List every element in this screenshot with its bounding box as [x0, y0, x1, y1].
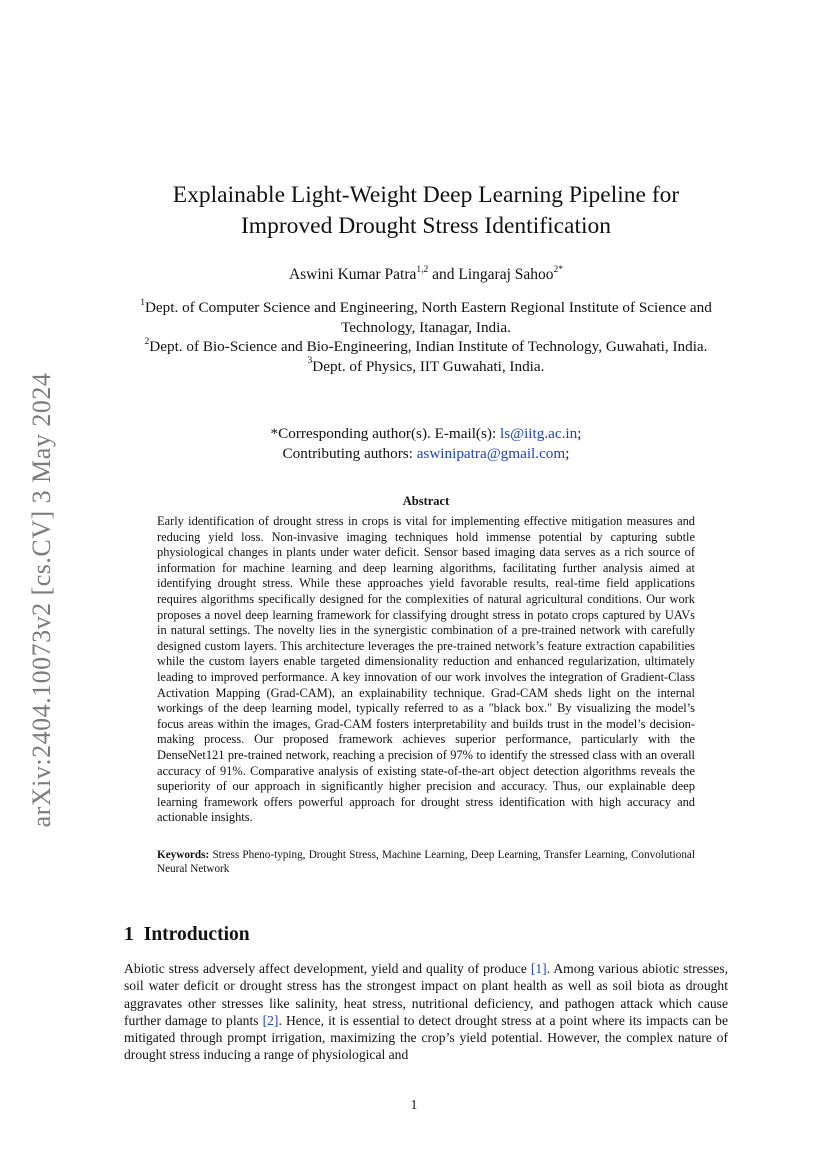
arxiv-identifier: arXiv:2404.10073v2 [cs.CV] 3 May 2024 [27, 372, 56, 828]
author-2-sup: 2* [553, 264, 564, 275]
section-number: 1 [124, 924, 134, 945]
section-heading-introduction [124, 924, 250, 946]
correspondence [124, 424, 728, 463]
author-list [124, 266, 728, 284]
paper-title [124, 180, 728, 242]
introduction-paragraph [124, 960, 728, 1064]
affiliation-3-sup: 3 [307, 356, 313, 367]
affiliations [124, 298, 728, 376]
keywords-label: Keywords: [157, 849, 210, 861]
author-2-name: Lingaraj Sahoo [458, 266, 554, 283]
contributing-end: ; [565, 444, 570, 462]
corresponding-end: ; [577, 425, 582, 442]
title-line-1: Explainable Light-Weight Deep Learning Pipeline for [172, 182, 680, 208]
affiliation-2-sup: 2 [144, 336, 150, 347]
section-title: Introduction [143, 924, 250, 945]
affiliation-3-text: Dept. of Physics, IIT Guwahati, India. [312, 357, 545, 375]
corresponding-email-link[interactable]: ls@iitg.ac.in [499, 425, 578, 442]
citation-2-link[interactable]: [2] [262, 1012, 279, 1028]
abstract-body: Early identification of drought stress in crops is vital for implementing effective mitigation measures and reducing yield loss. Non-invasive imaging techniques hold immense potential by capturing subtle physiological changes in plants under water deficit. Sensor based imaging data serves as a rich source of information for machine learning and deep learning algorithms, facilitating further analysis aimed at identifying drought stress. While these approaches yield favorable results, real-time field applications requires algorithms specifically designed for the complexities of natural agricultural conditions. Our work proposes a novel deep learning framework for classifying drought stress in potato crops captured by UAVs in natural settings. The novelty lies in the synergistic combination of a pre-trained network with carefully designed custom layers. This architecture leverages the pre-trained network’s feature extraction capabilities while the custom layers enable targeted dimensionality reduction and enhanced regularization, ultimately leading to improved performance. A key innovation of our work involves the integration of Gradient-Class Activation Mapping (Grad-CAM), an explainability technique. Grad-CAM sheds light on the internal workings of the deep learning model, typically referred to as a "black box." By visualizing the model’s focus areas within the images, Grad-CAM fosters interpretability and builds trust in the model’s decision-making process. Our proposed framework achieves superior performance, particularly with the DenseNet121 pre-trained network, reaching a precision of 97% to identify the stressed class with an overall accuracy of 91%. Comparative analysis of existing state-of-the-art object detection algorithms reveals the superiority of our approach in significantly higher precision and accuracy. Thus, our explainable deep learning framework offers powerful approach for drought stress identification with high accuracy and actionable insights. [157, 514, 695, 825]
affiliation-3 [124, 357, 728, 377]
corresponding-line [124, 424, 728, 444]
affiliation-1 [124, 298, 728, 337]
author-1-sup: 1,2 [416, 264, 429, 275]
keywords [157, 848, 695, 876]
intro-text-2: . Among various abiotic stresses, soil water deficit or drought stress has the strongest impact on plant health as well as soil biota as drought aggravates other stresses like salinity, heat stress, nutritional deficiency, and pathogen attack which cause further damage to plants [124, 961, 728, 1028]
affiliation-1-text: Dept. of Computer Science and Engineering, North Eastern Regional Institute of Science and Technology, Itanagar, India. [144, 299, 712, 336]
intro-text-1: Abiotic stress adversely affect development, yield and quality of produce [124, 961, 531, 976]
author-1-name: Aswini Kumar Patra [288, 266, 417, 283]
affiliation-2-text: Dept. of Bio-Science and Bio-Engineering, Indian Institute of Technology, Guwahati, India. [149, 338, 708, 355]
arxiv-sidebar [22, 360, 62, 840]
author-conjunction: and [428, 266, 459, 283]
corresponding-label: *Corresponding author(s). E-mail(s): [270, 425, 500, 442]
contributing-email-link[interactable]: aswinipatra@gmail.com [416, 444, 566, 462]
contributing-line [124, 444, 728, 464]
abstract-heading: Abstract [402, 494, 450, 508]
intro-text-3: . Hence, it is essential to detect drought stress at a point where its impacts can be mitigated through prompt irrigation, maximizing the crop’s yield potential. However, the complex nature of drought stress inducing a range of physiological and [124, 1012, 728, 1063]
affiliation-2 [124, 337, 728, 357]
affiliation-1-sup: 1 [140, 297, 145, 308]
contributing-label: Contributing authors: [282, 444, 417, 462]
keywords-text: Stress Pheno-typing, Drought Stress, Machine Learning, Deep Learning, Transfer Learning, Convolutional Neural Network [157, 849, 695, 875]
title-line-2: Improved Drought Stress Identification [240, 213, 612, 239]
page-number: 1 [410, 1097, 418, 1112]
citation-1-link[interactable]: [1] [530, 961, 547, 976]
